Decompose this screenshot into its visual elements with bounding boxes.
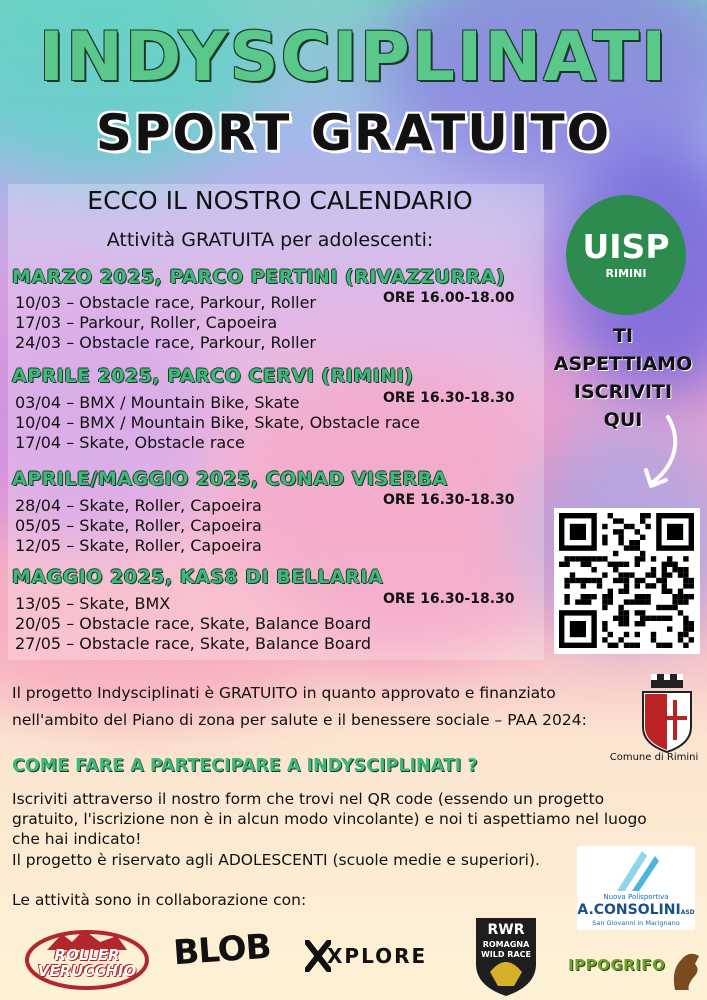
how-line: gratuito, l'iscrizione non è in alcun modo vincolante) e noi ti aspettiamo nel luogo [12,810,647,828]
schedule-item: 28/04 – Skate, Roller, Capoeira [15,496,262,515]
uisp-name: UISP [582,227,670,266]
roller-line2: VERUCCHIO [37,962,137,980]
rwr-line2: WILD RACE [480,950,531,959]
comune-label: Comune di Rimini [609,752,699,763]
cta-line: ISCRIVITI [573,381,673,403]
main-title: INDYSCIPLINATI [38,18,669,97]
qr-code-icon [554,508,700,654]
schedule-item: 10/03 – Obstacle race, Parkour, Roller [15,293,316,312]
arrow-down-icon [618,412,688,497]
romagna-wild-race-logo [470,912,542,998]
schedule-item: 03/04 – BMX / Mountain Bike, Skate [15,393,300,412]
how-line: Il progetto è riservato agli ADOLESCENTI (scuole medie e superiori). [12,851,540,869]
consolini-name: A.CONSOLINI [577,902,681,918]
section-time: ORE 16.30-18.30 [383,591,515,607]
info-line: nell'ambito del Piano di zona per salute e il benessere sociale – PAA 2024: [12,711,587,729]
consolini-line1: Nuova Polisportiva [603,893,669,901]
consolini-suffix: ASD [680,909,695,916]
rwr-line1: ROMAGNA [482,940,530,949]
blob-logo: BLOB [172,926,272,974]
cta-line: QUI [603,409,643,431]
schedule-item: 05/05 – Skate, Roller, Capoeira [15,516,262,535]
roller-verucchio-logo [22,920,152,992]
section-time: ORE 16.30-18.30 [383,492,515,508]
horse-icon [667,948,703,992]
schedule-item: 12/05 – Skate, Roller, Capoeira [15,536,262,555]
schedule-item: 13/05 – Skate, BMX [15,594,171,613]
section-heading: MAGGIO 2025, KAS8 DI BELLARIA [12,566,384,588]
comune-rimini-crest-icon [635,672,699,754]
collab-label: Le attività sono in collaborazione con: [12,891,307,909]
schedule-item: 27/05 – Obstacle race, Skate, Balance Board [15,634,371,653]
roller-line1: ROLLER [54,946,120,964]
schedule-item: 10/04 – BMX / Mountain Bike, Skate, Obstacle race [15,413,420,432]
section-heading: MARZO 2025, PARCO PERTINI (RIVAZZURRA) [12,266,506,288]
how-line: che hai indicato! [12,830,142,848]
consolini-line3: San Giovanni in Marignano [592,919,680,927]
calendar-title: ECCO IL NOSTRO CALENDARIO [87,186,473,215]
cta-line: TI [612,325,634,347]
main-subtitle: SPORT GRATUITO [95,104,612,162]
section-heading: APRILE/MAGGIO 2025, CONAD VISERBA [12,468,448,490]
consolini-logo [577,846,695,930]
cta-line: ASPETTIAMO [553,353,693,375]
xplore-logo [305,940,440,972]
section-time: ORE 16.00-18.00 [383,290,515,306]
ippogrifo-logo [568,948,703,992]
schedule-item: 17/03 – Parkour, Roller, Capoeira [15,313,278,332]
section-heading: APRILE 2025, PARCO CERVI (RIMINI) [12,365,414,387]
schedule-item: 17/04 – Skate, Obstacle race [15,433,245,452]
section-time: ORE 16.30-18.30 [383,390,515,406]
how-heading: COME FARE A PARTECIPARE A INDYSCIPLINATI ? [12,756,478,776]
uisp-logo [566,195,686,315]
ippogrifo-text: IPPOGRIFO [568,956,666,974]
calendar-subtitle: Attività GRATUITA per adolescenti: [106,229,434,251]
schedule-item: 24/03 – Obstacle race, Parkour, Roller [15,333,316,352]
schedule-item: 20/05 – Obstacle race, Skate, Balance Board [15,614,371,633]
rwr-top: RWR [487,922,525,938]
info-line: Il progetto Indysciplinati è GRATUITO in quanto approvato e finanziato [12,684,556,702]
uisp-city: RIMINI [605,267,647,280]
how-line: Iscriviti attraverso il nostro form che trovi nel QR code (essendo un progetto [12,790,605,808]
signup-qr-code[interactable] [554,508,700,654]
consolini-emblem-icon [577,846,695,896]
xplore-text: XPLORE [327,944,428,968]
